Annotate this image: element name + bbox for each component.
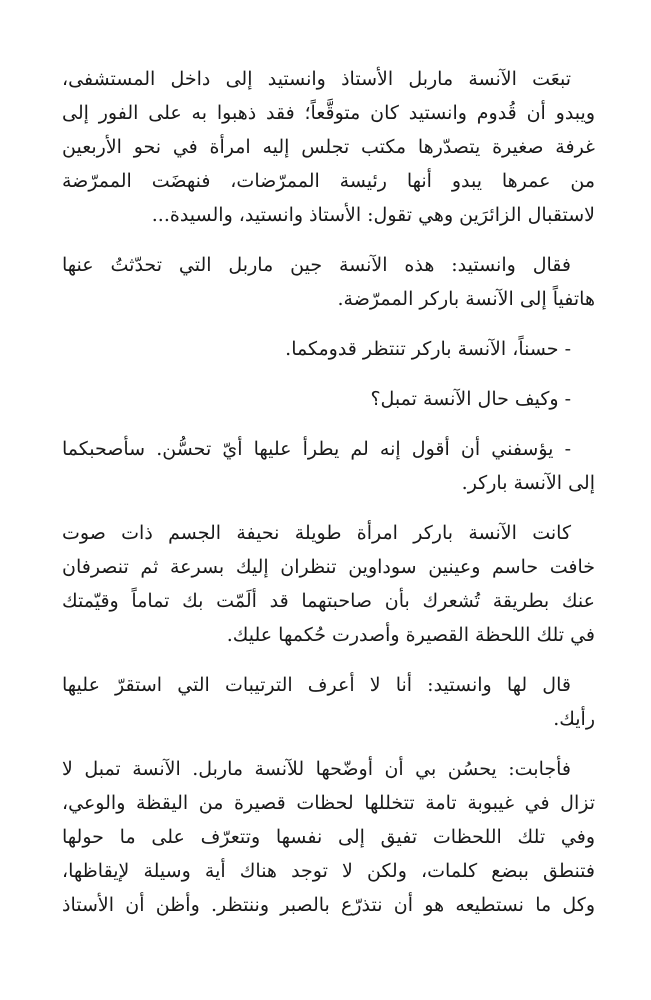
paragraph-5 [62,432,595,500]
text-line: عنك بطريقة تُشعرك بأن صاحبتهما قد ألَمّت بك تماماً وقيّمتك [62,590,595,612]
text-line: فأجابت: يحسُن بي أن أوضّحها للآنسة ماربل. الآنسة تمبل لا [62,758,571,780]
text-line: كانت الآنسة باركر امرأة طويلة نحيفة الجسم ذات صوت [62,522,571,544]
text-line: وفي تلك اللحظات تفيق إلى نفسها وتتعرّف على ما حولها [62,826,595,848]
paragraph-3 [62,332,595,366]
text-line: هاتفياً إلى الآنسة باركر الممرّضة. [337,288,595,310]
text-line: ويبدو أن قُدوم وانستيد كان متوقَّعاً؛ فقد ذهبوا به على الفور إلى [62,102,595,124]
text-line: - وكيف حال الآنسة تمبل؟ [370,388,571,410]
text-line: تبعَت الآنسة ماربل الأستاذ وانستيد إلى داخل المستشفى، [62,68,571,90]
paragraph-1 [62,62,595,232]
text-line: فقال وانستيد: هذه الآنسة جين ماربل التي تحدّثتُ عنها [62,254,571,276]
text-line: تزال في غيبوبة تامة تتخللها لحظات قصيرة من اليقظة والوعي، [62,792,595,814]
paragraph-4 [62,382,595,416]
text-line: رأيك. [553,708,595,730]
paragraph-2 [62,248,595,316]
text-line: في تلك اللحظة القصيرة وأصدرت حُكمها عليك. [226,624,595,646]
text-line: لاستقبال الزائرَين وهي تقول: الأستاذ وانستيد، والسيدة... [151,204,595,226]
text-line: - حسناً، الآنسة باركر تنتظر قدومكما. [285,338,571,360]
text-line: من عمرها يبدو أنها رئيسة الممرّضات، فنهضَت الممرّضة [62,170,595,192]
text-line: وكل ما نستطيعه هو أن نتذرّع بالصبر وننتظر. وأظن أن الأستاذ [62,894,595,916]
text-line: - يؤسفني أن أقول إنه لم يطرأ عليها أيّ تحسُّن. سأصحبكما [62,438,571,460]
paragraph-6 [62,516,595,652]
paragraph-7 [62,668,595,736]
text-line: فتنطق ببضع كلمات، ولكن لا توجد هناك أية وسيلة لإيقاظها، [62,860,595,882]
text-line: خافت حاسم وعينين سوداوين تنظران إليك بسرعة ثم تنصرفان [62,556,595,578]
text-line: غرفة صغيرة يتصدّرها مكتب تجلس إليه امرأة في نحو الأربعين [62,136,595,158]
paragraph-8 [62,752,595,922]
text-line: إلى الآنسة باركر. [461,472,595,494]
text-line: قال لها وانستيد: أنا لا أعرف الترتيبات التي استقرّ عليها [62,674,571,696]
